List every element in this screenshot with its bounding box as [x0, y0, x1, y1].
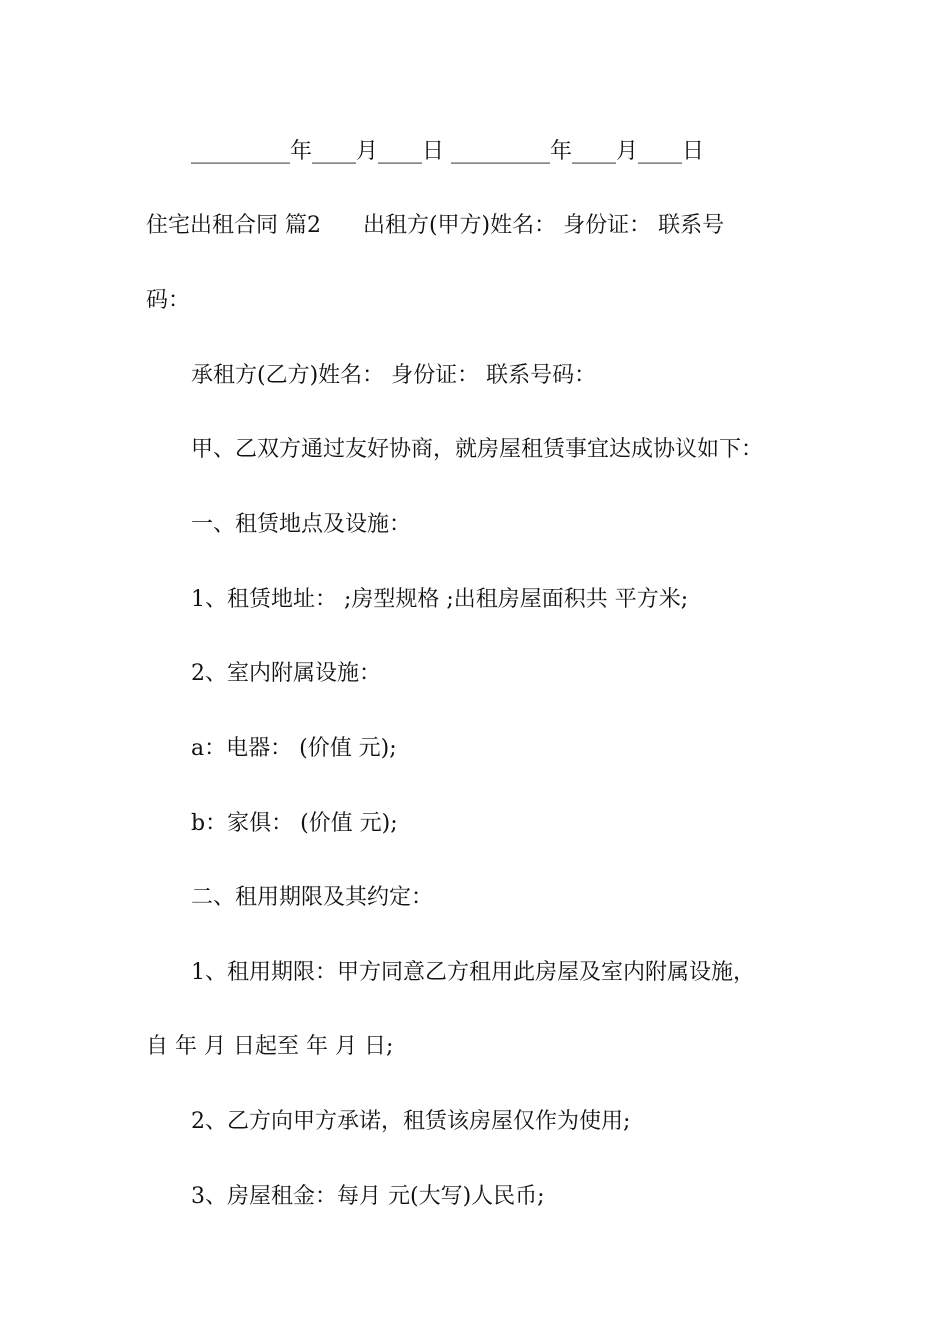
clause-appliances: a：电器： (价值 元); [191, 736, 397, 761]
clause-lease-term: 1、租用期限：甲方同意乙方租用此房屋及室内附属设施， [191, 960, 755, 985]
clause-furniture: b：家俱： (价值 元); [191, 811, 398, 836]
clause-rent-amount: 3、房屋租金：每月 元(大写)人民币; [191, 1184, 545, 1209]
date-signature-line: _________年____月____日 _________年____月____日 [191, 139, 704, 164]
contract-heading-continuation: 码： [146, 288, 191, 313]
clause-rental-address: 1、租赁地址： ;房型规格 ;出租房屋面积共 平方米; [191, 587, 689, 612]
clause-usage-promise: 2、乙方向甲方承诺，租赁该房屋仅作为使用; [191, 1109, 631, 1134]
agreement-intro-line: 甲、乙双方通过友好协商，就房屋租赁事宜达成协议如下： [191, 437, 764, 462]
lessee-info-line: 承租方(乙方)姓名： 身份证： 联系号码： [191, 363, 597, 388]
clause-facilities: 2、室内附属设施： [191, 661, 381, 686]
section-two-heading: 二、租用期限及其约定： [191, 885, 434, 910]
clause-lease-term-continuation: 自 年 月 日起至 年 月 日; [146, 1034, 394, 1059]
section-one-heading: 一、租赁地点及设施： [191, 512, 412, 537]
contract-heading-line: 住宅出租合同 篇2 出租方(甲方)姓名： 身份证： 联系号 [146, 213, 725, 238]
